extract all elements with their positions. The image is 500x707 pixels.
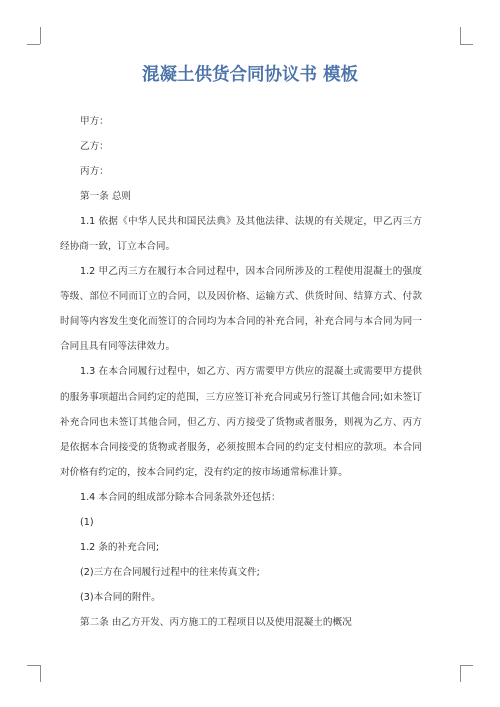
crop-mark-top-right (460, 27, 461, 44)
party-a-label: 甲方： (80, 115, 109, 127)
clause-1-1-line: 1.1 依据《中华人民共和国民法典》及其他法律、法规的有关规定，甲乙丙三方 (80, 215, 422, 227)
list-item: (1) (80, 517, 94, 528)
list-item: (3)本合同的附件。 (80, 592, 161, 604)
clause-1-3-line: 1.3 在本合同履行过程中，如乙方、丙方需要甲方供应的混凝土或需要甲方提供 (80, 366, 422, 378)
list-item: 1.2 条的补充合同; (80, 542, 160, 554)
crop-mark-top-left (27, 44, 40, 45)
clause-1-4-line: 1.4 本合同的组成部分除本合同条款外还包括： (80, 491, 281, 503)
clause-1-2-line: 等级、部位不同而订立的合同，以及因价格、运输方式、供货时间、结算方式、付款 (60, 291, 422, 303)
crop-mark-bottom-left (27, 665, 40, 666)
clause-1-3-line: 的服务事项超出合同约定的范围，三方应签订补充合同或另行签订其他合同;如未签订 (60, 391, 422, 403)
party-b-label: 乙方： (80, 140, 109, 152)
crop-mark-top-left (40, 27, 41, 44)
clause-1-1-line: 经协商一致，订立本合同。 (60, 240, 176, 252)
clause-1-2-line: 1.2 甲乙丙三方在履行本合同过程中，因本合同所涉及的工程使用混凝土的强度 (80, 266, 422, 278)
article-2-heading: 第二条 由乙方开发、丙方施工的工程项目以及使用混凝土的概况 (80, 617, 352, 629)
clause-1-2-line: 合同且具有同等法律效力。 (60, 341, 176, 353)
clause-1-3-line: 对价格有约定的，按本合同约定，没有约定的按市场通常标准计算。 (60, 466, 348, 478)
clause-1-3-line: 是依据本合同接受的货物或者服务，必须按照本合同的约定支付相应的款项。本合同 (60, 441, 422, 453)
party-c-label: 丙方： (80, 165, 109, 177)
crop-mark-bottom-right (460, 665, 473, 666)
crop-mark-bottom-left (40, 665, 41, 682)
document-body (0, 109, 500, 636)
article-1-heading: 第一条 总则 (80, 190, 132, 202)
crop-mark-bottom-right (460, 665, 461, 682)
crop-mark-top-right (460, 44, 473, 45)
document-title: 混凝土供货合同协议书 模板 (141, 65, 359, 85)
clause-1-2-line: 时间等内容发生变化而签订的合同均为本合同的补充合同，补充合同与本合同为同一 (60, 316, 422, 328)
clause-1-3-line: 补充合同也未签订其他合同，但乙方、丙方接受了货物或者服务，则视为乙方、丙方 (60, 416, 422, 428)
list-item: (2)三方在合同履行过程中的往来传真文件; (80, 567, 260, 579)
